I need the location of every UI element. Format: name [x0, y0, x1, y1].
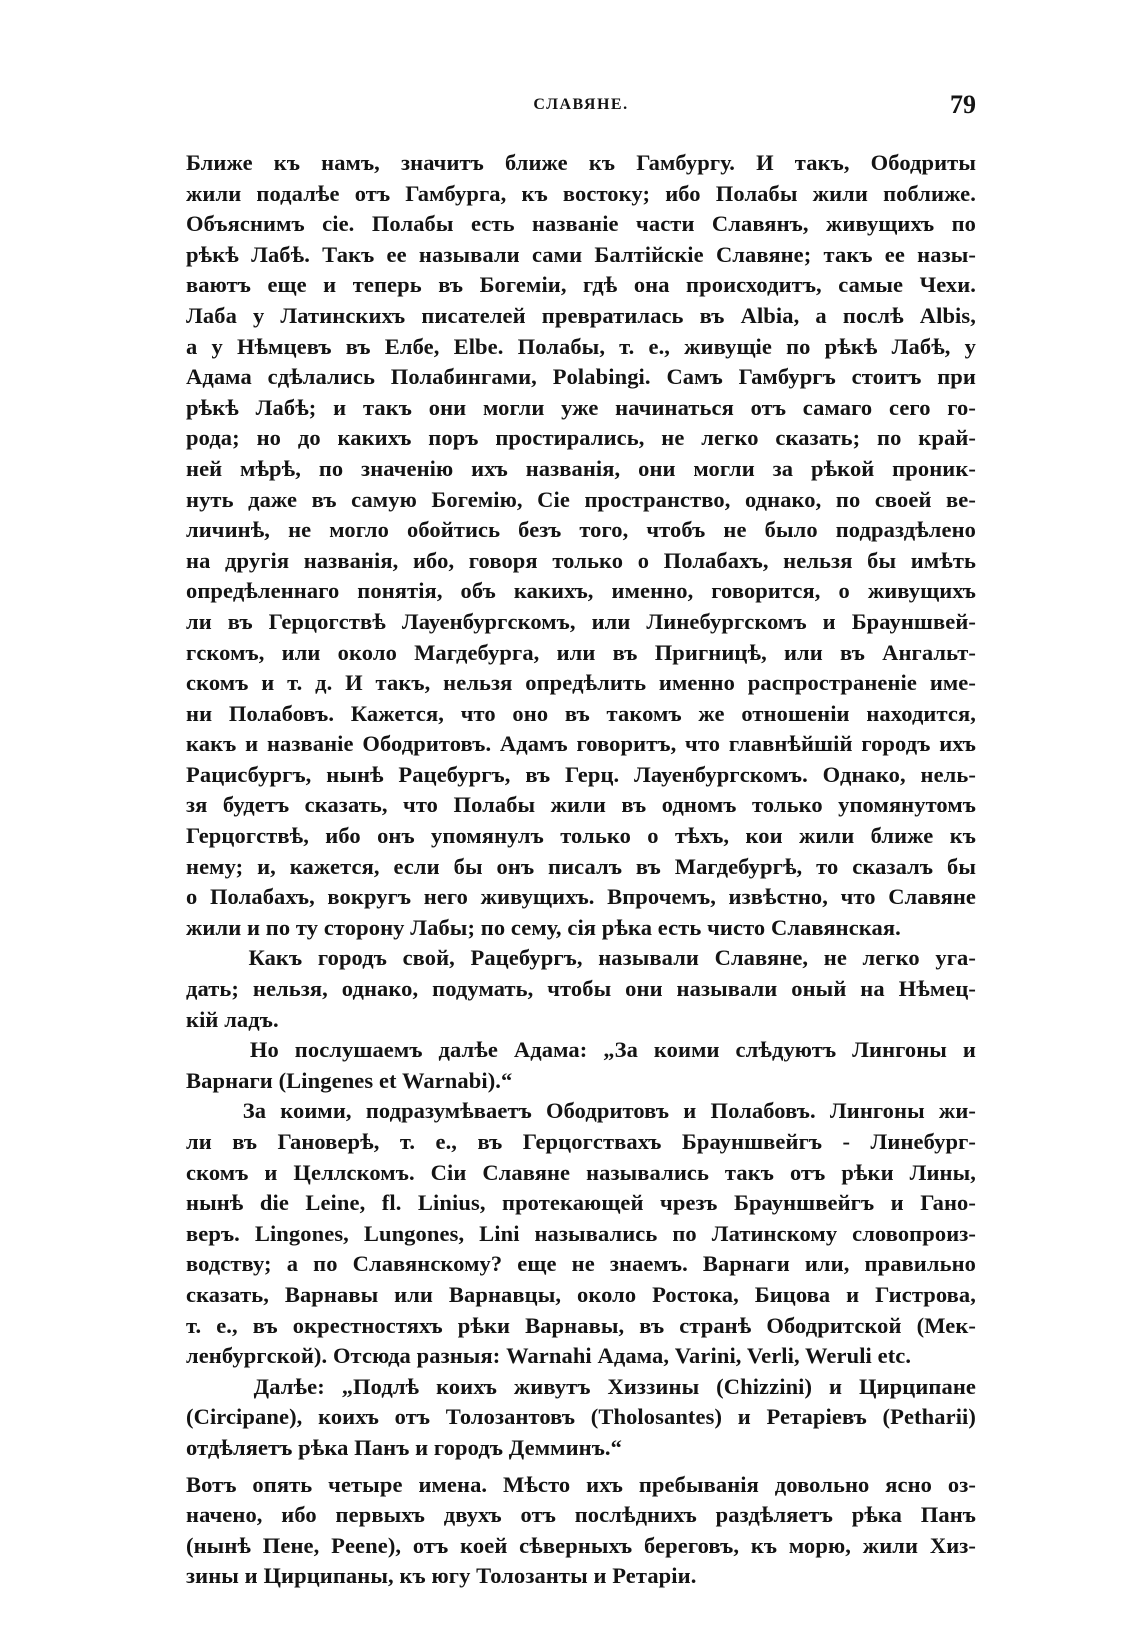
text-line: а у Нѣмцевъ въ Елбе, Elbe. Полабы, т. е., живущіе по рѣкѣ Лабѣ, у: [186, 333, 976, 359]
paragraph: [186, 1372, 976, 1464]
body-text: [186, 148, 976, 1592]
text-line: дать; нельзя, однако, подумать, чтобы они называли оный на Нѣмец-: [186, 976, 976, 1002]
text-line: жили и по ту сторону Лабы; по сему, сія рѣка есть чисто Славянская.: [186, 914, 901, 940]
text-line: т. е., въ окрестностяхъ рѣки Варнавы, въ странѣ Ободритской (Мек-: [186, 1312, 976, 1338]
paragraph: [186, 1096, 976, 1371]
text-line: Адама сдѣлались Полабингами, Polabingi. Самъ Гамбургъ стоитъ при: [186, 364, 976, 390]
text-line: ни Полабовъ. Кажется, что оно въ такомъ же отношеніи находится,: [186, 700, 976, 726]
page-number: 79: [950, 90, 976, 119]
text-line: зя будетъ сказать, что Полабы жили въ одномъ только упомянутомъ: [186, 792, 976, 818]
text-line: зины и Цирципаны, къ югу Толозанты и Ретаріи.: [186, 1563, 697, 1589]
paragraph: [186, 148, 976, 943]
paragraph: [186, 943, 976, 1035]
text-line: рѣкѣ Лабѣ. Такъ ее называли сами Балтійскіе Славяне; такъ ее назы-: [186, 241, 976, 267]
text-line: на другія названія, ибо, говоря только о Полабахъ, нельзя бы имѣть: [186, 547, 976, 573]
text-line: Но послушаемъ далѣе Адама: „За коими слѣдуютъ Лингоны и: [186, 1037, 976, 1063]
text-line: ли въ Гановерѣ, т. е., въ Герцогствахъ Брауншвейгъ - Линебург-: [186, 1129, 976, 1154]
text-line: скомъ и Целлскомъ. Сіи Славяне назывались такъ отъ рѣки Лины,: [186, 1159, 976, 1185]
text-line: о Полабахъ, вокругъ него живущихъ. Впрочемъ, извѣстно, что Славяне: [186, 884, 976, 910]
text-line: веръ. Lingones, Lungones, Lini назывались по Латинскому словопроиз-: [186, 1220, 976, 1246]
text-line: нему; и, кажется, если бы онъ писалъ въ Магдебургѣ, то сказалъ бы: [186, 853, 976, 879]
text-line: нынѣ die Leine, fl. Linius, протекающей чрезъ Брауншвейгъ и Гано-: [186, 1190, 976, 1216]
text-line: какъ и названіе Ободритовъ. Адамъ говоритъ, что главнѣйшій городъ ихъ: [186, 731, 976, 757]
text-line: (Circipane), коихъ отъ Толозантовъ (Tholosantes) и Ретаріевъ (Petharii): [186, 1404, 976, 1430]
paragraph: [186, 1035, 976, 1096]
text-line: (нынѣ Пене, Peene), отъ коей сѣверныхъ береговъ, къ морю, жили Хиз-: [186, 1532, 976, 1558]
running-head: [186, 90, 976, 136]
text-line: жили подалѣе отъ Гамбурга, къ востоку; ибо Полабы жили поближе.: [186, 180, 976, 206]
text-line: личинѣ, не могло обойтись безъ того, чтобъ не было подраздѣлено: [186, 517, 976, 543]
text-line: сказать, Варнавы или Варнавцы, около Ростока, Бицова и Гистрова,: [186, 1281, 976, 1307]
text-line: ли въ Герцогствѣ Лауенбургскомъ, или Линебургскомъ и Брауншвей-: [186, 608, 976, 634]
text-line: гскомъ, или около Магдебурга, или въ Пригницѣ, или въ Ангальт-: [186, 639, 976, 665]
paragraph: [186, 1470, 976, 1592]
text-line: водству; а по Славянскому? еще не знаемъ. Варнаги или, правильно: [186, 1251, 976, 1277]
running-title: СЛАВЯНЕ.: [533, 96, 629, 113]
text-line: рѣкѣ Лабѣ; и такъ они могли уже начинаться отъ самаго сего го-: [186, 394, 976, 420]
text-line: кій ладъ.: [186, 1006, 279, 1032]
text-line: нуть даже въ самую Богемію, Сіе пространство, однако, по своей ве-: [186, 486, 976, 512]
text-line: Лаба у Латинскихъ писателей превратилась въ Albia, а послѣ Albis,: [186, 302, 976, 328]
text-line: ленбургской). Отсюда разныя: Warnahi Адама, Varini, Verli, Werulі etc.: [186, 1343, 912, 1369]
text-line: Рацисбургъ, нынѣ Рацебургъ, въ Герц. Лауенбургскомъ. Однако, нель-: [186, 761, 976, 787]
text-line: рода; но до какихъ поръ простирались, не легко сказать; по край-: [186, 425, 976, 451]
text-line: отдѣляетъ рѣка Панъ и городъ Демминъ.“: [186, 1434, 622, 1460]
text-line: Далѣе: „Подлѣ коихъ живутъ Хиззины (Chizzini) и Цирципане: [186, 1373, 976, 1399]
text-line: Какъ городъ свой, Рацебургъ, называли Славяне, не легко уга-: [186, 945, 976, 971]
text-line: ней мѣрѣ, по значенію ихъ названія, они могли за рѣкой проник-: [186, 455, 976, 481]
text-line: Вотъ опять четыре имена. Мѣсто ихъ пребыванія довольно ясно оз-: [186, 1471, 976, 1497]
text-line: Объяснимъ сіе. Полабы есть названіе части Славянъ, живущихъ по: [186, 211, 976, 237]
text-line: За коими, подразумѣваетъ Ободритовъ и Полабовъ. Лингоны жи-: [186, 1098, 976, 1124]
text-line: Ближе къ намъ, значитъ ближе къ Гамбургу. И такъ, Ободриты: [186, 150, 976, 175]
text-line: ваютъ еще и теперь въ Богеміи, гдѣ она происходитъ, самые Чехи.: [186, 272, 976, 298]
text-line: скомъ и т. д. И такъ, нельзя опредѣлить именно распространеніе име-: [186, 670, 976, 696]
text-line: Герцогствѣ, ибо онъ упомянулъ только о тѣхъ, кои жили ближе къ: [186, 823, 976, 849]
text-line: Варнаги (Lingenes et Warnabi).“: [186, 1067, 513, 1093]
text-line: опредѣленнаго понятія, объ какихъ, именно, говорится, о живущихъ: [186, 578, 976, 604]
text-line: начено, ибо первыхъ двухъ отъ послѣднихъ раздѣляетъ рѣка Панъ: [186, 1502, 976, 1528]
